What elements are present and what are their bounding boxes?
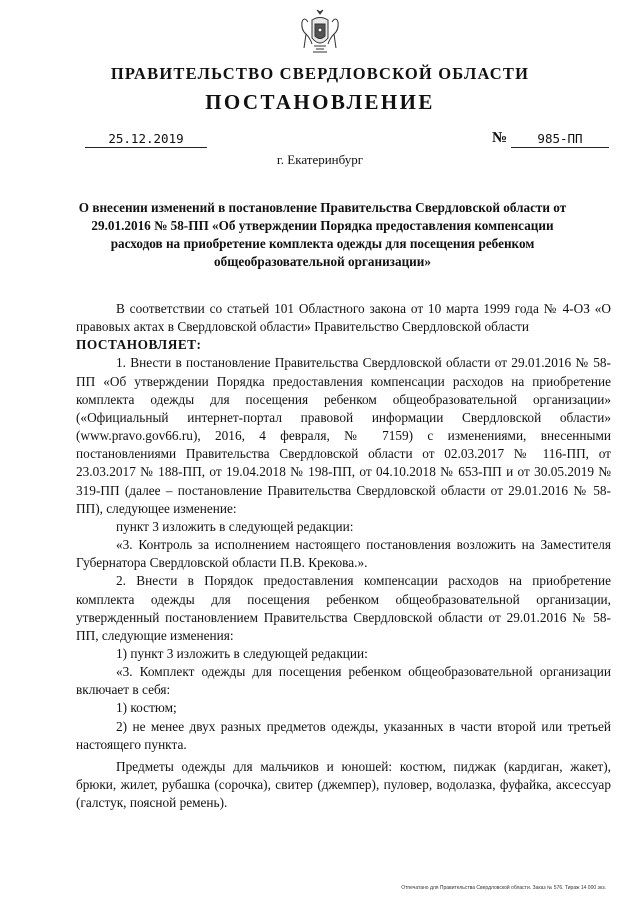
paragraph: Предметы одежды для мальчиков и юношей: костюм, пиджак (кардиган, жакет), брюки, жилет, рубашка (сорочка), свитер (джемпер), пуловер, водолазка, фуфайка, аксессуар (галстук, поясной ремень). [76,758,611,811]
paragraph: пункт 3 изложить в следующей редакции: [116,518,354,534]
paragraph: В соответствии со статьей 101 Областного закона от 10 марта 1999 года № 4-ОЗ «О правовых актах в Свердловской области» Правительство Свердловской области [76,301,611,335]
number-sign: № [492,130,508,146]
paragraph: 2) не менее двух разных предметов одежды, указанных в части второй или третьей настоящего пункта. [76,718,611,752]
paragraph: 1) пункт 3 изложить в следующей редакции: [116,645,368,661]
document-date: 25.12.2019 [85,131,207,148]
paragraph: «3. Контроль за исполнением настоящего постановления возложить на Заместителя Губернатора Свердловской области П.В. Крекова.». [76,537,611,571]
paragraph: 2. Внести в Порядок предоставления компенсации расходов на приобретение комплекта одежды для посещения ребенком общеобразовательной организации, утвержденный постановлением Правительства Свердловской области от 29.01.2016 № 58-ПП, следующие изменения: [76,573,611,643]
paragraph: 1) костюм; [116,700,177,716]
document-type-title: ПОСТАНОВЛЕНИЕ [205,90,435,114]
coat-of-arms-icon [300,8,340,58]
paragraph: 1. Внести в постановление Правительства Свердловской области от 29.01.2016 № 58-ПП «Об утверждении Порядка предоставления компенсации расходов на приобретение комплекта одежды для посещения ребенком общеобразовательной организации» («Официальный интернет-портал правовой информации Свердловской области» (www.pravo.gov66.ru), 2016, 4 февраля, № 7159) с изменениями, внесенными постановлениями Правительства Свердловской области от 02.03.2017 № 116-ПП, от 23.03.2017 № 188-ПП, от 19.04.2018 № 198-ПП, от 04.10.2018 № 653-ПП и от 30.05.2019 № 319-ПП (далее – постановление Правительства Свердловской области от 29.01.2016 № 58-ПП), следующее изменение: [76,355,611,516]
print-footer-note: Отпечатано для Правительства Свердловской области. Заказ № 576. Тираж 14 000 экз. [401,885,606,891]
document-city: г. Екатеринбург [276,152,364,167]
document-heading: О внесении изменений в постановление Правительства Свердловской области от 29.01.2016 № 58-ПП «Об утверждении Порядка предоставления компенсации расходов на приобретение комплекта одежды для посещения ребенком общеобразовательной организации» [78,200,567,269]
government-title: ПРАВИТЕЛЬСТВО СВЕРДЛОВСКОЙ ОБЛАСТИ [110,64,530,83]
document-number: 985-ПП [511,131,609,148]
resolution-word: ПОСТАНОВЛЯЕТ: [76,337,202,353]
paragraph: «3. Комплект одежды для посещения ребенком общеобразовательной организации включает в себя: [76,664,611,698]
document-body [76,300,611,812]
